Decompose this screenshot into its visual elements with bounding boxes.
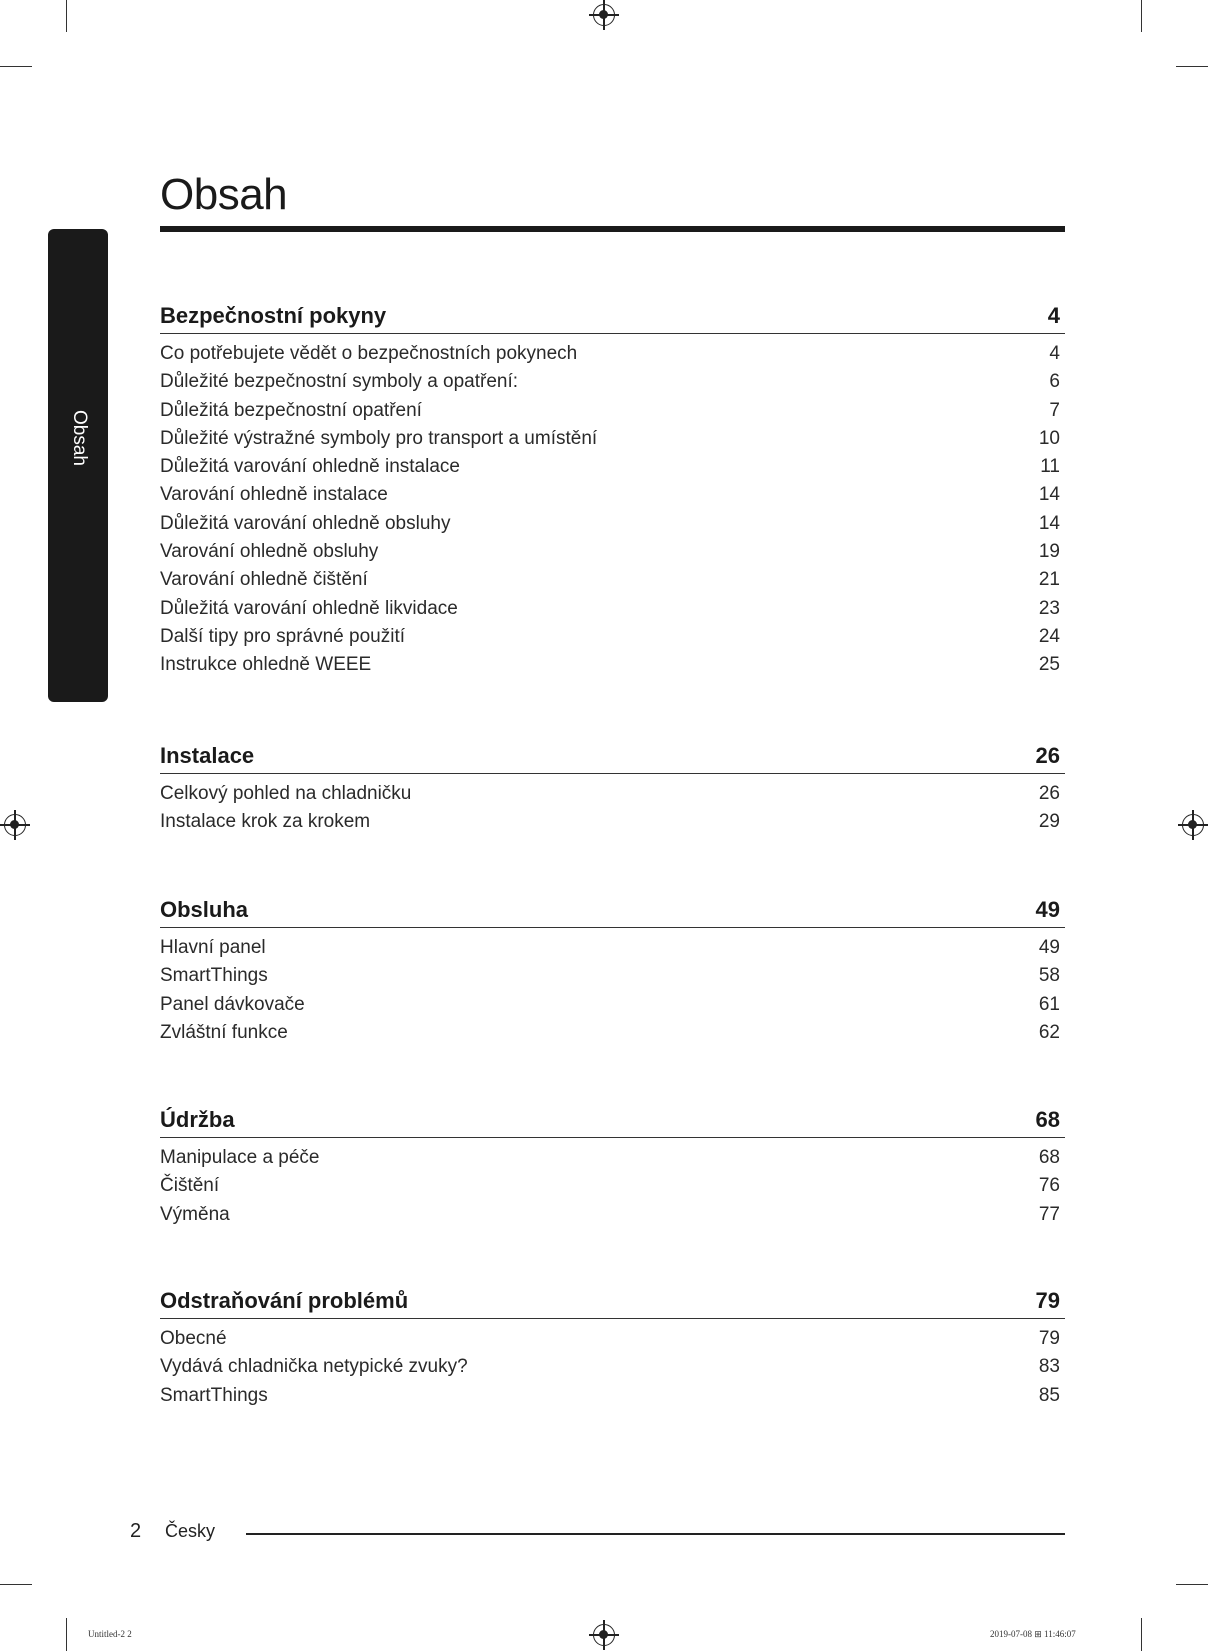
section-title: Obsluha [160,897,249,922]
toc-entry[interactable] [160,538,1065,566]
toc-entry-label: Důležitá varování ohledně obsluhy [160,512,451,534]
toc-entry-page: 24 [1038,625,1060,647]
toc-entry-page: 7 [1049,399,1060,421]
registration-mark-icon [593,4,615,26]
crop-mark [0,1584,32,1585]
toc-entry[interactable] [160,453,1065,481]
toc-entry-label: Varování ohledně instalace [160,484,388,506]
page-title: Obsah [160,170,288,219]
toc-entry-page: 68 [1038,1147,1060,1168]
toc-entry[interactable] [160,425,1065,453]
footer-page-number: 2 [130,1520,142,1542]
toc-entry[interactable] [160,1144,1065,1172]
registration-mark-icon [4,814,26,836]
toc-entry-label: Instalace krok za krokem [160,811,371,833]
toc-entry-label: Výměna [160,1203,230,1225]
toc-entry-label: Instrukce ohledně WEEE [160,654,372,676]
toc-entry-page: 14 [1038,484,1060,506]
toc-entry[interactable] [160,1382,1065,1410]
toc-section-udrzba [160,1106,1065,1229]
section-page: 79 [1035,1288,1060,1313]
toc-entry-label: Důležité bezpečnostní symboly a opatření: [160,371,519,393]
toc-entry-label: Obecné [160,1328,227,1349]
section-title: Odstraňování problémů [160,1288,409,1313]
title-rule [160,226,1065,232]
toc-entry[interactable] [160,1172,1065,1200]
toc-entry-label: Varování ohledně čištění [160,569,368,591]
toc-entry-label: Celkový pohled na chladničku [160,783,412,804]
toc-entry-page: 19 [1038,541,1060,563]
toc-entry-page: 58 [1038,965,1060,987]
section-page: 4 [1047,303,1060,328]
toc-entry-page: 49 [1038,937,1060,958]
toc-entry-label: Vydává chladnička netypické zvuky? [160,1356,468,1378]
crop-mark [1141,1618,1142,1651]
toc-section-bezpecnostni-pokyny [160,302,1065,680]
registration-mark-icon [593,1624,615,1646]
print-slug-left: Untitled-2 2 [88,1629,132,1639]
toc-entry-label: Zvláštní funkce [160,1021,288,1043]
section-page: 49 [1035,897,1060,922]
registration-mark-icon [1182,814,1204,836]
toc-section-instalace [160,742,1065,837]
toc-entry[interactable] [160,1201,1065,1229]
toc-section-odstranovani-problemu [160,1287,1065,1410]
toc-entry-page: 4 [1049,343,1060,364]
section-page: 26 [1035,743,1060,768]
toc-entry[interactable] [160,623,1065,651]
toc-entry[interactable] [160,991,1065,1019]
toc-entry-label: Čištění [160,1175,220,1197]
toc-entry[interactable] [160,595,1065,623]
toc-entry-page: 26 [1038,783,1060,804]
toc-entry-page: 23 [1038,597,1060,619]
toc-entry-page: 14 [1038,512,1060,534]
toc-entry-label: Hlavní panel [160,937,266,958]
toc-entry[interactable] [160,1325,1065,1353]
toc-entry-page: 79 [1038,1328,1060,1349]
toc-entry-page: 77 [1038,1203,1060,1225]
toc-entry-label: Důležitá varování ohledně likvidace [160,597,458,619]
toc-entry[interactable] [160,651,1065,679]
print-slug-right: 2019-07-08 ⊞ 11:46:07 [990,1629,1076,1639]
toc-entry[interactable] [160,510,1065,538]
toc-entry[interactable] [160,780,1065,808]
toc-entry-label: Další tipy pro správné použití [160,625,406,647]
crop-mark [66,0,67,32]
toc-entry-label: SmartThings [160,1384,268,1406]
toc-entry-label: Co potřebujete vědět o bezpečnostních pokynech [160,343,578,364]
toc-entry-page: 21 [1038,569,1060,591]
section-title: Bezpečnostní pokyny [160,303,387,328]
toc-entry-label: Důležité výstražné symboly pro transport a umístění [160,427,598,449]
crop-mark [1176,66,1208,67]
toc-entry[interactable] [160,1019,1065,1047]
toc-entry[interactable] [160,566,1065,594]
toc-entry-page: 76 [1038,1175,1060,1197]
toc-entry-label: Důležitá varování ohledně instalace [160,456,460,478]
toc-entry[interactable] [160,1353,1065,1381]
toc-entry-label: Varování ohledně obsluhy [160,541,379,563]
crop-mark [0,66,32,67]
toc-entry[interactable] [160,808,1065,836]
toc-entry-page: 83 [1038,1356,1060,1378]
toc-entry-page: 10 [1038,427,1060,449]
crop-mark [66,1618,67,1651]
footer-language: Česky [165,1521,216,1541]
toc-entry-label: SmartThings [160,965,268,987]
toc-entry-page: 85 [1038,1384,1060,1406]
toc-entry-label: Důležitá bezpečnostní opatření [160,399,422,421]
toc-entry-page: 29 [1038,811,1060,833]
crop-mark [1176,1584,1208,1585]
toc-section-obsluha [160,896,1065,1047]
toc-entry-page: 62 [1038,1021,1060,1043]
section-title: Instalace [160,743,255,768]
side-tab-label: Obsah [69,410,90,466]
toc-entry[interactable] [160,934,1065,962]
toc-entry[interactable] [160,340,1065,368]
toc-entry-label: Manipulace a péče [160,1147,320,1168]
toc-entry[interactable] [160,481,1065,509]
toc-entry-page: 6 [1049,371,1060,393]
toc-entry[interactable] [160,397,1065,425]
toc-entry[interactable] [160,962,1065,990]
toc-entry[interactable] [160,368,1065,396]
toc-entry-label: Panel dávkovače [160,993,305,1015]
crop-mark [1141,0,1142,32]
footer-rule [246,1533,1065,1535]
section-title: Údržba [160,1107,235,1132]
section-page: 68 [1035,1107,1060,1132]
toc-entry-page: 11 [1040,456,1060,478]
toc-entry-page: 61 [1038,993,1060,1015]
toc-entry-page: 25 [1038,654,1060,676]
